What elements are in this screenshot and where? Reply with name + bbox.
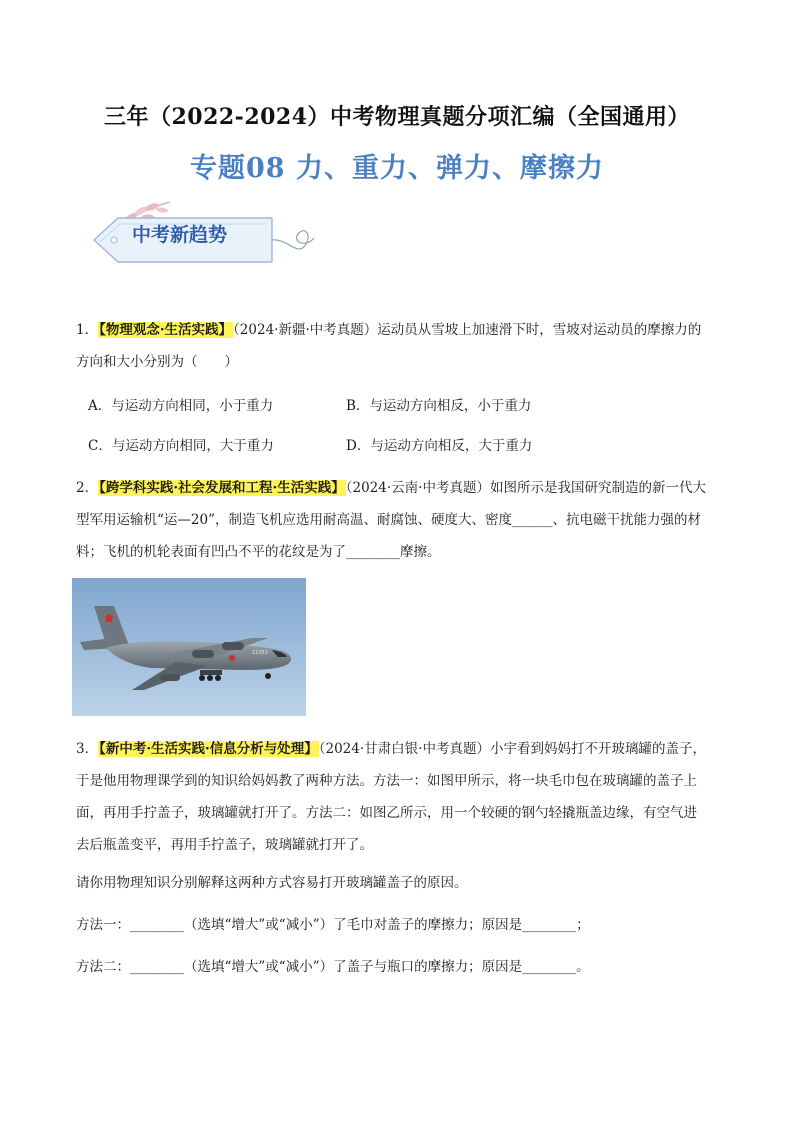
question-text: 运动员从雪坡上加速滑下时，雪坡对运动员的摩擦力的 <box>377 322 702 338</box>
question-3-method1: 方法一：________（选填“增大”或“减小”）了毛巾对盖子的摩擦力；原因是________； <box>76 917 590 933</box>
question-source: （2024·云南·中考真题） <box>345 480 490 496</box>
question-number: 3． <box>76 741 99 757</box>
question-number: 1． <box>76 322 99 338</box>
question-number: 2． <box>76 480 99 496</box>
option-a[interactable]: A．与运动方向相同，小于重力 <box>88 398 274 414</box>
option-c[interactable]: C．与运动方向相同，大于重力 <box>88 438 274 454</box>
question-tag-highlight: 【跨学科实践·社会发展和工程·生活实践】 <box>99 480 345 496</box>
transport-aircraft-photo <box>72 578 306 716</box>
aircraft-tail-number: 11051 <box>252 650 268 656</box>
question-source: （2024·甘肃白银·中考真题） <box>318 741 490 757</box>
question-source: （2024·新疆·中考真题） <box>233 322 378 338</box>
question-2 <box>76 472 736 568</box>
question-1 <box>76 314 736 378</box>
document-title: 三年（2022-2024）中考物理真题分项汇编（全国通用） <box>103 104 691 130</box>
question-tag-highlight: 【新中考·生活实践·信息分析与处理】 <box>99 741 318 757</box>
question-3 <box>76 733 736 861</box>
question-text: 小宇看到妈妈打不开玻璃罐的盖子， <box>489 741 706 757</box>
option-d[interactable]: D．与运动方向相反，大于重力 <box>346 438 533 454</box>
question-text: 如图所示是我国研究制造的新一代大 <box>489 480 706 496</box>
document-subtitle: 专题08 力、重力、弹力、摩擦力 <box>190 153 604 184</box>
question-text: 料；飞机的机轮表面有凹凸不平的花纹是为了________摩擦。 <box>76 544 441 560</box>
question-tag-highlight: 【物理观念·生活实践】 <box>99 322 233 338</box>
question-text: 去后瓶盖变平，再用手拧盖子，玻璃罐就打开了。 <box>76 837 373 853</box>
question-3-method2: 方法二：________（选填“增大”或“减小”）了盖子与瓶口的摩擦力；原因是________。 <box>76 959 590 975</box>
section-banner-label: 中考新趋势 <box>132 224 228 246</box>
question-1-options <box>88 384 708 464</box>
section-banner <box>78 198 318 270</box>
aircraft-image <box>72 578 306 716</box>
question-text: 面，再用手拧盖子，玻璃罐就打开了。方法二：如图乙所示，用一个较硬的钢勺轻撬瓶盖边缘，有空气进 <box>76 805 697 821</box>
question-3-prompt: 请你用物理知识分别解释这两种方式容易打开玻璃罐盖子的原因。 <box>76 875 468 891</box>
option-b[interactable]: B．与运动方向相反，小于重力 <box>346 398 532 414</box>
question-text: 型军用运输机“运—20”，制造飞机应选用耐高温、耐腐蚀、硬度大、密度______、抗电磁干扰能力强的材 <box>76 512 701 528</box>
question-text: 于是他用物理课学到的知识给妈妈教了两种方法。方法一：如图甲所示，将一块毛巾包在玻璃罐的盖子上 <box>76 773 697 789</box>
question-text: 方向和大小分别为（ ） <box>76 354 238 370</box>
